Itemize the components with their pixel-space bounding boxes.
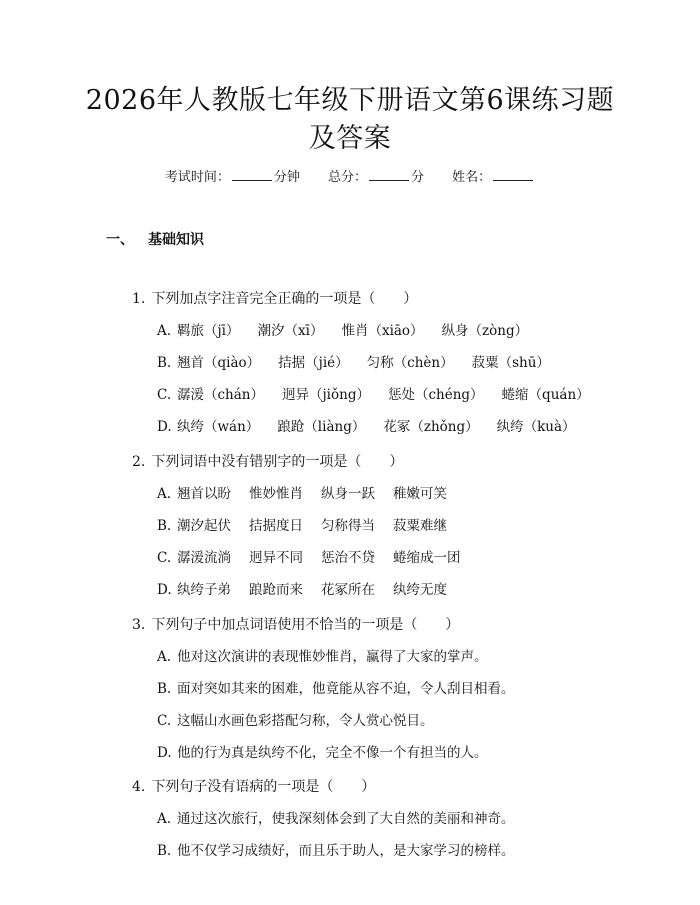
question-number: 2. [132,454,146,470]
option-item: 拮据（jié） [278,355,349,371]
exam-time [165,170,304,185]
option-item: 迥异不同 [249,550,303,566]
option-item: 花冢所在 [321,582,375,598]
option-item: 匀称得当 [321,518,375,534]
option-letter: B. [157,355,172,371]
student-name-blank [493,168,533,181]
option-letter: B. [157,681,172,697]
q4-option-b [157,841,515,861]
option-item: 他的行为真是纨绔不化，完全不像一个有担当的人。 [177,745,488,761]
option-item: 纨绔（kuà） [496,419,576,435]
option-item: 蜷缩（quán） [501,387,590,403]
option-item: 惟妙惟肖 [249,486,303,502]
question-text: 下列句子中加点词语使用不恰当的一项是（ ） [151,617,460,633]
question-1 [132,289,417,309]
option-letter: C. [157,550,172,566]
option-letter: D. [157,582,172,598]
question-4 [132,777,375,797]
section-title: 基础知识 [148,232,204,248]
option-item: 翘首以盼 [177,486,231,502]
option-item: 他不仅学习成绩好，而且乐于助人，是大家学习的榜样。 [177,843,515,859]
document-title-line-2: 及答案 [308,123,392,154]
student-name [452,170,535,185]
question-2 [132,452,403,472]
option-letter: A. [157,323,172,339]
option-letter: A. [157,486,172,502]
option-item: 他对这次演讲的表现惟妙惟肖，赢得了大家的掌声。 [177,649,488,665]
q2-option-d [157,580,447,600]
question-text: 下列词语中没有错别字的一项是（ ） [151,454,404,470]
question-text: 下列加点字注音完全正确的一项是（ ） [151,291,418,307]
q1-option-c [157,385,590,405]
option-item: 翘首（qiào） [177,355,261,371]
exam-time-label: 考试时间： [164,170,230,185]
option-item: 稚嫩可笑 [393,486,447,502]
total-score-label: 总分： [327,170,367,185]
option-item: 潺湲（chán） [177,387,264,403]
option-letter: C. [157,713,172,729]
q3-option-b [157,679,515,699]
option-letter: A. [157,811,172,827]
question-number: 3. [132,617,146,633]
option-letter: B. [157,518,172,534]
q2-option-b [157,516,447,536]
q4-option-a [157,809,515,829]
option-item: 匀称（chèn） [366,355,454,371]
total-score [328,170,428,185]
q3-option-a [157,647,488,667]
option-letter: D. [157,745,172,761]
option-item: 惩治不贷 [321,550,375,566]
option-item: 惟肖（xiāo） [341,323,424,339]
option-item: 潺湲流淌 [177,550,231,566]
option-item: 拮据度日 [249,518,303,534]
option-item: 纵身（zòng） [441,323,529,339]
question-3 [132,615,459,635]
question-number: 1. [132,291,146,307]
option-item: 纨绔子弟 [177,582,231,598]
question-text: 下列句子没有语病的一项是（ ） [151,779,376,795]
option-item: 蜷缩成一团 [393,550,461,566]
option-letter: D. [157,419,172,435]
exam-meta [0,168,700,188]
q1-option-d [157,417,576,437]
option-item: 面对突如其来的困难，他竟能从容不迫，令人刮目相看。 [177,681,515,697]
option-item: 惩处（chéng） [387,387,484,403]
q3-option-d [157,743,488,763]
option-item: 踉跄（liàng） [277,419,366,435]
question-number: 4. [132,779,146,795]
q3-option-c [157,711,434,731]
option-item: 纵身一跃 [321,486,375,502]
section-number: 一、 [106,232,134,248]
q2-option-c [157,548,461,568]
option-letter: A. [157,649,172,665]
document-title-line-1: 2026年人教版七年级下册语文第6课练习题 [85,85,615,116]
option-item: 踉跄而来 [249,582,303,598]
total-score-unit: 分 [411,170,425,185]
section-heading [106,230,204,250]
option-item: 菽粟（shū） [471,355,550,371]
student-name-label: 姓名： [452,170,492,185]
option-item: 通过这次旅行，使我深刻体会到了大自然的美丽和神奇。 [177,811,515,827]
option-item: 纨绔无度 [393,582,447,598]
option-item: 羁旅（jī） [177,323,240,339]
exam-time-unit: 分钟 [273,170,300,185]
q2-option-a [157,484,447,504]
option-item: 菽粟难继 [393,518,447,534]
option-item: 潮汐（xī） [257,323,324,339]
q1-option-b [157,353,550,373]
option-item: 花冢（zhǒng） [383,419,479,435]
q1-option-a [157,321,528,341]
option-letter: C. [157,387,172,403]
option-letter: B. [157,843,172,859]
exam-time-blank [232,168,272,181]
option-item: 潮汐起伏 [177,518,231,534]
option-item: 纨绔（wán） [177,419,260,435]
option-item: 迥异（jiǒng） [282,387,370,403]
option-item: 这幅山水画色彩搭配匀称，令人赏心悦目。 [177,713,434,729]
total-score-blank [369,168,409,181]
